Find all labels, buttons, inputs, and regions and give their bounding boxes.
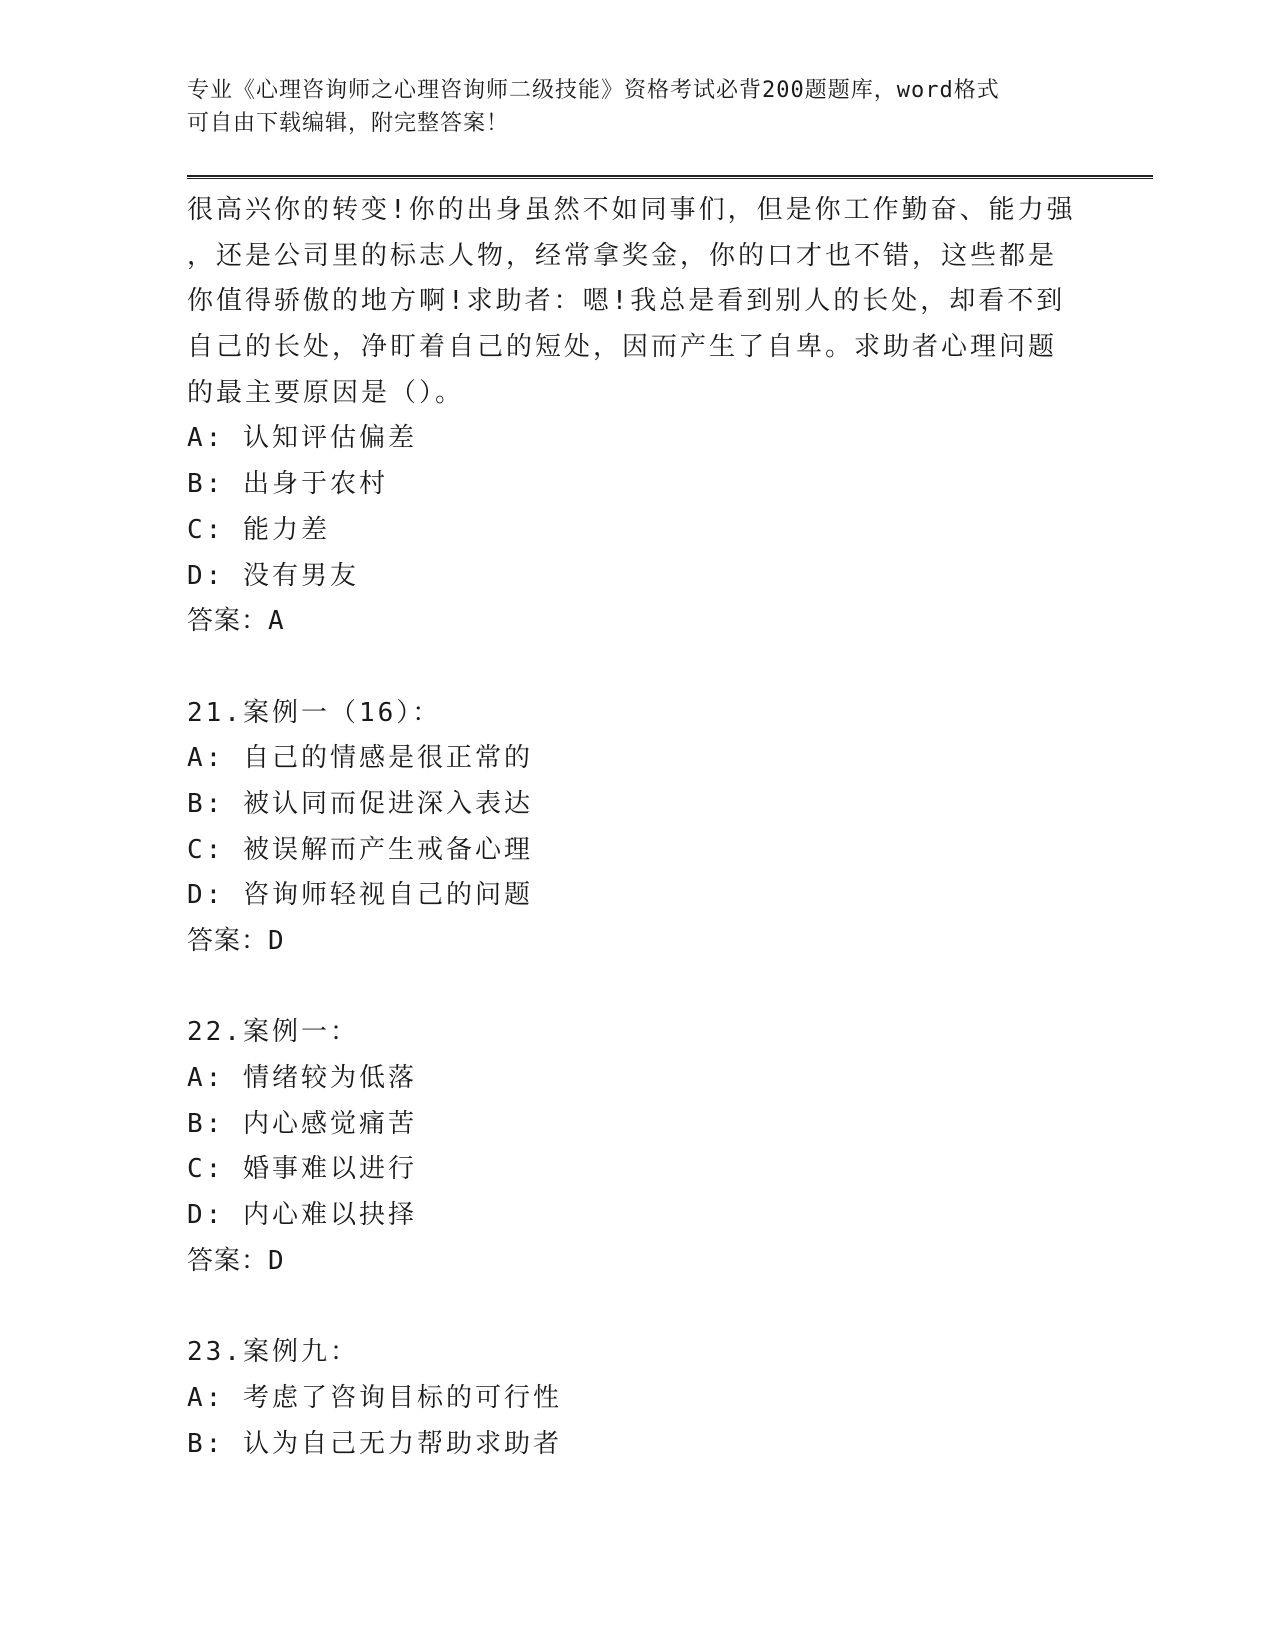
document-header <box>187 74 1087 140</box>
option-a: A: 情绪较为低落 <box>187 1063 417 1094</box>
answer-line <box>187 1239 1087 1285</box>
header-line-2: 可自由下载编辑，附完整答案！ <box>187 111 510 136</box>
question-title: 22.案例一： <box>187 1017 359 1048</box>
question-21 <box>187 691 1087 965</box>
document-body <box>187 188 1087 1467</box>
option-a: A: 考虑了咨询目标的可行性 <box>187 1382 562 1413</box>
option-a: A: 自己的情感是很正常的 <box>187 743 533 774</box>
option-b: B: 出身于农村 <box>187 469 388 500</box>
answer-line <box>187 919 1087 965</box>
header-line-1: 专业《心理咨询师之心理咨询师二级技能》资格考试必背200题题库，word格式 <box>187 78 1000 103</box>
question-23 <box>187 1330 1087 1467</box>
option-c: C: 婚事难以进行 <box>187 1154 417 1185</box>
answer-value: D <box>268 1245 285 1276</box>
option-d: D: 内心难以抉择 <box>187 1200 417 1231</box>
answer-line <box>187 599 1087 645</box>
option-c: C: 能力差 <box>187 514 330 545</box>
question-stem-line: 你值得骄傲的地方啊!求助者：嗯!我总是看到别人的长处，却看不到 <box>187 286 1066 317</box>
answer-label: 答案： <box>187 926 269 956</box>
question-title: 21.案例一（16）： <box>187 697 442 728</box>
spacer <box>187 645 1087 691</box>
option-b: B: 认为自己无力帮助求助者 <box>187 1428 562 1459</box>
question-stem-line: 很高兴你的转变!你的出身虽然不如同事们，但是你工作勤奋、能力强 <box>187 195 1076 225</box>
question-stem-line: ，还是公司里的标志人物，经常拿奖金，你的口才也不错，这些都是 <box>187 240 1058 271</box>
question-title: 23.案例九： <box>187 1337 359 1368</box>
header-divider <box>187 175 1153 179</box>
spacer <box>187 965 1087 1011</box>
question-stem-line: 的最主要原因是（）。 <box>187 377 465 408</box>
option-a: A: 认知评估偏差 <box>187 423 417 454</box>
spacer <box>187 1285 1087 1331</box>
question-stem-line: 自己的长处，净盯着自己的短处，因而产生了自卑。求助者心理问题 <box>187 332 1058 363</box>
option-d: D: 咨询师轻视自己的问题 <box>187 880 533 911</box>
option-d: D: 没有男友 <box>187 560 359 591</box>
question-continuation <box>187 188 1087 645</box>
answer-label: 答案： <box>187 606 269 637</box>
question-22 <box>187 1010 1087 1284</box>
answer-value: A <box>268 606 285 637</box>
answer-value: D <box>268 926 285 956</box>
answer-label: 答案： <box>187 1245 269 1276</box>
option-b: B: 内心感觉痛苦 <box>187 1108 417 1139</box>
option-b: B: 被认同而促进深入表达 <box>187 788 533 819</box>
option-c: C: 被误解而产生戒备心理 <box>187 834 533 865</box>
